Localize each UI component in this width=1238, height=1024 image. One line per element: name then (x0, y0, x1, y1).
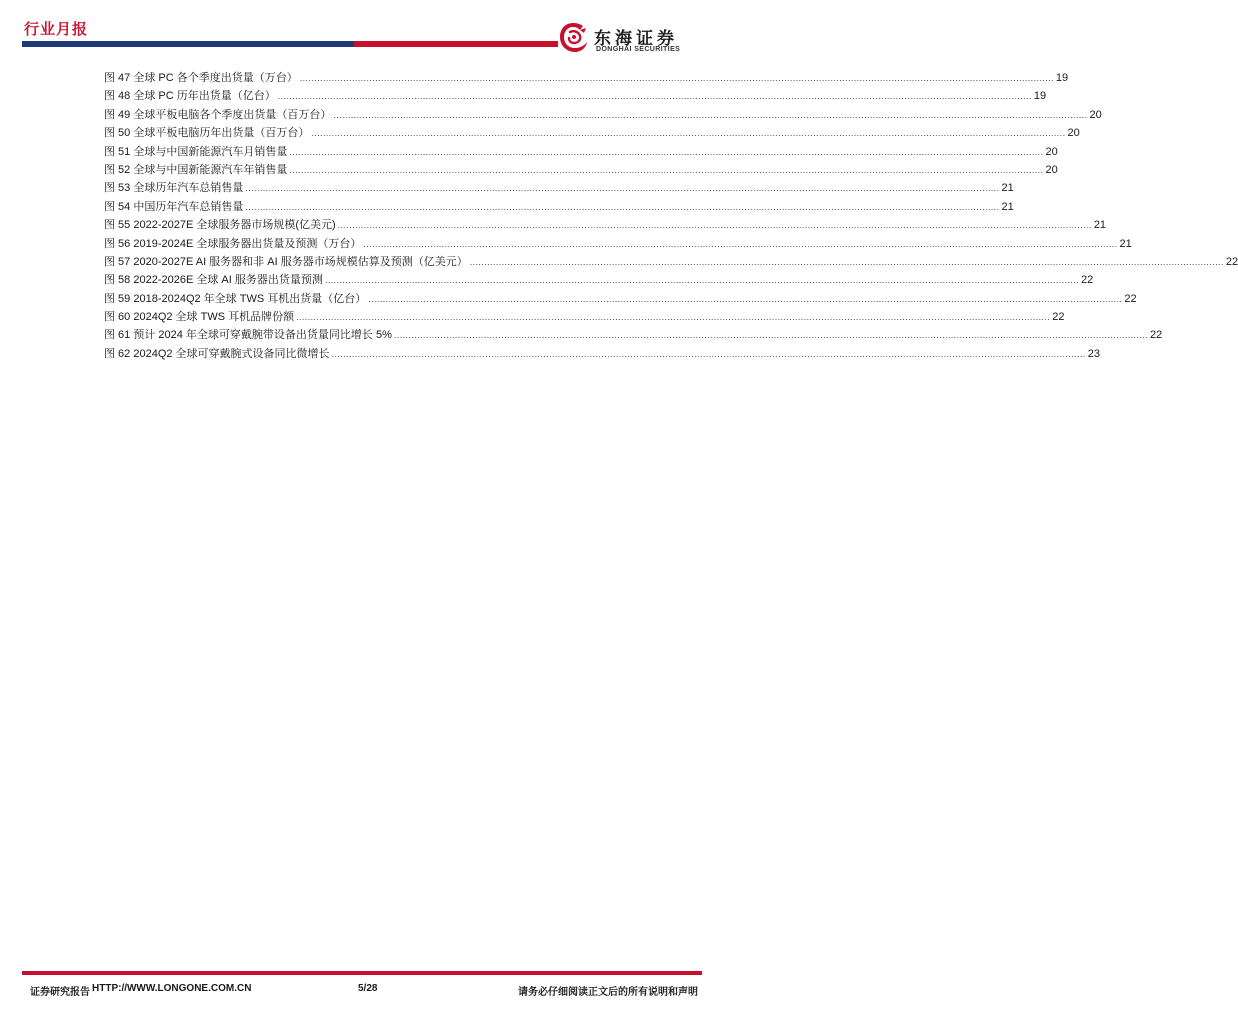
toc-entry-label: 图 49 全球平板电脑各个季度出货量（百万台） (104, 108, 332, 121)
toc-entry[interactable] (104, 124, 1080, 142)
footer-rule (22, 971, 702, 975)
toc-entry-page: 21 (1093, 219, 1107, 232)
toc-entry-page: 22 (1150, 329, 1163, 342)
toc-entry-page: 19 (1055, 72, 1069, 84)
toc-entry-page: 22 (1225, 255, 1238, 268)
toc-entry-label: 图 51 全球与中国新能源汽车月销售量 (104, 145, 288, 158)
toc-entry-label: 图 57 2020-2027E AI 服务器和非 AI 服务器市场规模估算及预测（亿美元） (104, 255, 468, 268)
toc-entry-label: 图 56 2019-2024E 全球服务器出货量及预测（万台） (104, 237, 362, 250)
toc-entry-label: 图 58 2022-2026E 全球 AI 服务器出货量预测 (104, 274, 323, 287)
logo-name-cn: 东海证券 (594, 29, 678, 48)
toc-entry-page: 20 (1045, 145, 1058, 158)
report-type-title: 行业月报 (24, 21, 89, 38)
toc-entry-label: 图 50 全球平板电脑历年出货量（百万台） (104, 127, 310, 140)
toc-entry[interactable] (104, 87, 1047, 105)
toc-entry[interactable] (104, 69, 1069, 87)
toc-entry-label: 图 52 全球与中国新能源汽车年销售量 (104, 163, 288, 176)
toc-dot-leader: .................................................................................................................................................................................................................................................................... (277, 91, 1032, 102)
footer-website-link[interactable]: HTTP://WWW.LONGONE.COM.CN (92, 983, 252, 994)
toc-dot-leader: .................................................................................................................................................................................................................................................................... (337, 220, 1092, 231)
header-rule-red (354, 41, 558, 47)
toc-entry-page: 21 (1001, 200, 1014, 213)
dragon-logo-icon (556, 20, 590, 56)
logo-name-en: DONGHAI SECURITIES (596, 46, 681, 53)
toc-entry[interactable] (104, 345, 1100, 363)
toc-entry-page: 22 (1081, 274, 1094, 287)
toc-entry-page: 19 (1033, 90, 1047, 103)
toc-entry-page: 20 (1089, 108, 1102, 121)
toc-entry-label: 图 62 2024Q2 全球可穿戴腕式设备同比微增长 (104, 347, 330, 360)
toc-entry-label: 图 55 2022-2027E 全球服务器市场规模(亿美元) (104, 219, 336, 232)
footer-page-number: 5/28 (358, 983, 378, 994)
toc-dot-leader: .................................................................................................................................................................................................................................................................... (469, 256, 1224, 267)
toc-dot-leader: .................................................................................................................................................................................................................................................................... (311, 128, 1066, 139)
toc-entry[interactable] (104, 326, 1163, 344)
page-footer (30, 983, 698, 997)
toc-entry[interactable] (104, 179, 1014, 197)
toc-entry[interactable] (104, 198, 1014, 216)
toc-dot-leader: .................................................................................................................................................................................................................................................................... (245, 183, 1000, 194)
toc-dot-leader: .................................................................................................................................................................................................................................................................... (245, 201, 1000, 212)
toc-entry[interactable] (104, 235, 1132, 253)
toc-entry[interactable] (104, 271, 1094, 289)
toc-entry-page: 20 (1067, 127, 1080, 140)
toc-entry[interactable] (104, 161, 1058, 179)
toc-entry[interactable] (104, 308, 1065, 326)
toc-dot-leader: .................................................................................................................................................................................................................................................................... (289, 164, 1044, 175)
toc-entry[interactable] (104, 143, 1058, 161)
toc-dot-leader: .................................................................................................................................................................................................................................................................... (393, 330, 1149, 341)
footer-report-label: 证券研究报告 (30, 987, 90, 998)
toc-dot-leader: .................................................................................................................................................................................................................................................................... (289, 146, 1044, 157)
toc-entry-page: 22 (1124, 292, 1137, 305)
toc-entry-label: 图 53 全球历年汽车总销售量 (104, 182, 244, 195)
toc-entry-label: 图 54 中国历年汽车总销售量 (104, 200, 244, 213)
toc-entry-label: 图 61 预计 2024 年全球可穿戴腕带设备出货量同比增长 5% (104, 329, 392, 342)
figure-index-list (104, 69, 1238, 363)
toc-entry[interactable] (104, 253, 1238, 271)
toc-dot-leader: .................................................................................................................................................................................................................................................................... (331, 348, 1086, 359)
toc-entry[interactable] (104, 216, 1107, 234)
toc-entry-page: 21 (1119, 237, 1132, 250)
toc-dot-leader: .................................................................................................................................................................................................................................................................... (299, 73, 1054, 83)
toc-entry-label: 图 47 全球 PC 各个季度出货量（万台） (104, 72, 298, 84)
toc-entry-label: 图 48 全球 PC 历年出货量（亿台） (104, 90, 276, 103)
header-rule-blue (22, 41, 354, 47)
toc-dot-leader: .................................................................................................................................................................................................................................................................... (363, 238, 1118, 249)
toc-entry-page: 22 (1052, 311, 1065, 324)
toc-entry[interactable] (104, 106, 1102, 124)
toc-dot-leader: .................................................................................................................................................................................................................................................................... (333, 109, 1088, 120)
toc-entry-page: 23 (1087, 347, 1100, 360)
toc-entry[interactable] (104, 290, 1137, 308)
toc-dot-leader: .................................................................................................................................................................................................................................................................... (368, 293, 1123, 304)
company-logo (556, 20, 706, 58)
toc-dot-leader: .................................................................................................................................................................................................................................................................... (296, 312, 1051, 323)
footer-disclaimer: 请务必仔细阅读正文后的所有说明和声明 (518, 987, 698, 998)
toc-entry-label: 图 60 2024Q2 全球 TWS 耳机品牌份额 (104, 311, 295, 324)
toc-entry-page: 20 (1045, 163, 1058, 176)
toc-dot-leader: .................................................................................................................................................................................................................................................................... (324, 275, 1079, 286)
toc-entry-label: 图 59 2018-2024Q2 年全球 TWS 耳机出货量（亿台） (104, 292, 367, 305)
toc-entry-page: 21 (1001, 182, 1014, 195)
